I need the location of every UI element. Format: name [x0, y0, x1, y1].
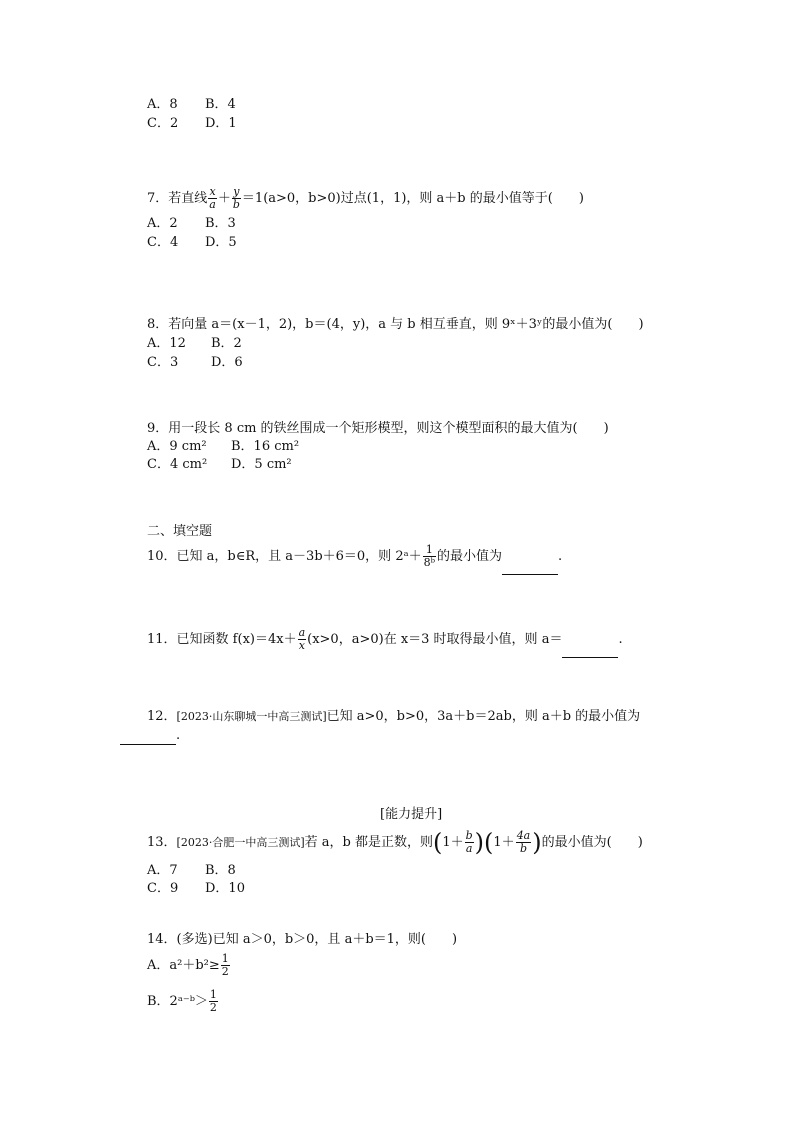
q8-options-row-2 [147, 355, 243, 371]
q7-option-c: C．4 [147, 235, 179, 250]
q13-options-row-1 [147, 863, 236, 879]
q14-option-a: A．a²＋b²≥ $\frac{1}{2}$ [147, 952, 229, 978]
q9-options-row-2 [147, 457, 292, 473]
q12-number: 12． [147, 709, 177, 724]
q10-answer-blank[interactable] [502, 540, 558, 575]
q13-option-c: C．9 [147, 881, 179, 896]
q14-option-b: B．2ᵃ⁻ᵇ＞ $\frac{1}{2}$ [147, 988, 217, 1014]
q12-answer-line: . [120, 728, 180, 745]
q11-answer-blank[interactable] [562, 623, 618, 658]
q13-fraction-b-over-a: $\frac{b}{a}$ [465, 829, 473, 855]
q13-fraction-4a-over-b: $\frac{4a}{b}$ [516, 829, 531, 855]
q9-option-b: B．16 cm² [231, 439, 300, 454]
q13-text-pre: 若 a，b 都是正数，则 [304, 835, 433, 850]
q9-option-c: C．4 cm² [147, 457, 208, 472]
q13-options-row-2 [147, 881, 245, 897]
q6-option-b: B．4 [205, 97, 236, 112]
q12-stem [147, 709, 640, 725]
q9-text: 用一段长 8 cm 的铁丝围成一个矩形模型，则这个模型面积的最大值为( ) [168, 421, 609, 436]
q13-number: 13． [147, 835, 177, 850]
q6-option-c: C．2 [147, 116, 179, 131]
q8-text: 若向量 a＝(x－1，2)，b＝(4，y)，a 与 b 相互垂直，则 9ˣ＋3ʸ的最小值为( ) [168, 317, 644, 332]
q12-text: 已知 a>0，b>0，3a＋b＝2ab，则 a＋b 的最小值为 [326, 709, 641, 724]
q14-option-b-fraction: $\frac{1}{2}$ [209, 988, 217, 1014]
q14-option-a-fraction: $\frac{1}{2}$ [221, 952, 229, 978]
q13-option-b: B．8 [205, 863, 236, 878]
q7-options-row-1 [147, 216, 236, 232]
q7-stem: 7．若直线 $\frac{x}{a}$ ＋ $\frac{y}{b}$ ＝1(a>0，b>0)过点(1，1)，则 a＋b 的最小值等于( ) [147, 185, 584, 211]
q10-fraction: $\frac{1}{\text{8ᵇ}}$ [423, 543, 436, 569]
q6-option-d: D．1 [205, 116, 237, 131]
q8-stem [147, 317, 644, 333]
q13-option-d: D．10 [205, 881, 245, 896]
q11-fraction-a-over-x: $\frac{a}{x}$ [298, 626, 306, 652]
q7-fraction-x-over-a: $\frac{x}{a}$ [209, 185, 216, 211]
q14-number: 14． [147, 932, 177, 947]
q7-text-post: ＝1(a>0，b>0)过点(1，1)，则 a＋b 的最小值等于( ) [241, 191, 584, 206]
section-title-fill-in: 二、填空题 [147, 524, 213, 539]
q7-number: 7． [147, 191, 169, 206]
q6-options-row-1 [147, 97, 236, 113]
q8-option-b: B．2 [211, 336, 242, 351]
q12-answer-blank[interactable] [120, 728, 176, 745]
q11-text-pre: 已知函数 f(x)＝4x＋ [176, 632, 297, 647]
q7-option-b: B．3 [205, 216, 236, 231]
q7-option-a: A．2 [147, 216, 178, 231]
q9-stem [147, 421, 609, 437]
q9-number: 9． [147, 421, 169, 436]
q8-option-a: A．12 [147, 336, 186, 351]
q11-stem: 11．已知函数 f(x)＝4x＋ $\frac{a}{x}$ (x>0，a>0)在 x＝3 时取得最小值，则 a＝ . [147, 623, 623, 658]
q10-text-post: 的最小值为 [437, 549, 503, 564]
q13-stem: 13．[2023·合肥一中高三测试]若 a，b 都是正数，则(1＋ $\frac{b}{a}$ )(1＋ $\frac{4a}{b}$ )的最小值为( ) [147, 828, 643, 857]
q12-source: [2023·山东聊城一中高三测试] [176, 710, 327, 723]
q13-option-a: A．7 [147, 863, 178, 878]
q10-stem: 10．已知 a，b∈R，且 a－3b＋6＝0，则 2ᵃ＋ $\frac{1}{\text{8ᵇ}}$ 的最小值为 . [147, 540, 562, 575]
q10-text-pre: 已知 a，b∈R，且 a－3b＋6＝0，则 2ᵃ＋ [176, 549, 422, 564]
q7-text-pre: 若直线 [168, 191, 208, 206]
q9-option-a: A．9 cm² [147, 439, 207, 454]
q11-number: 11． [147, 632, 177, 647]
q13-source: [2023·合肥一中高三测试] [176, 836, 305, 849]
q8-number: 8． [147, 317, 169, 332]
q14-text: (多选)已知 a＞0，b＞0，且 a＋b＝1，则( ) [176, 932, 458, 947]
section-title-ability: [能力提升] [380, 807, 443, 822]
q13-text-post: 的最小值为( ) [541, 835, 643, 850]
q6-option-a: A．8 [147, 97, 178, 112]
q14-stem [147, 932, 457, 948]
q7-options-row-2 [147, 235, 237, 251]
q8-option-c: C．3 [147, 355, 179, 370]
q9-option-d: D．5 cm² [231, 457, 292, 472]
q8-options-row-1 [147, 336, 242, 352]
q7-option-d: D．5 [205, 235, 237, 250]
q8-option-d: D．6 [211, 355, 243, 370]
q10-number: 10． [147, 549, 177, 564]
q9-options-row-1 [147, 439, 299, 455]
q6-options-row-2 [147, 116, 237, 132]
q7-fraction-y-over-b: $\frac{y}{b}$ [232, 185, 240, 211]
q11-text-post: (x>0，a>0)在 x＝3 时取得最小值，则 a＝ [307, 632, 563, 647]
